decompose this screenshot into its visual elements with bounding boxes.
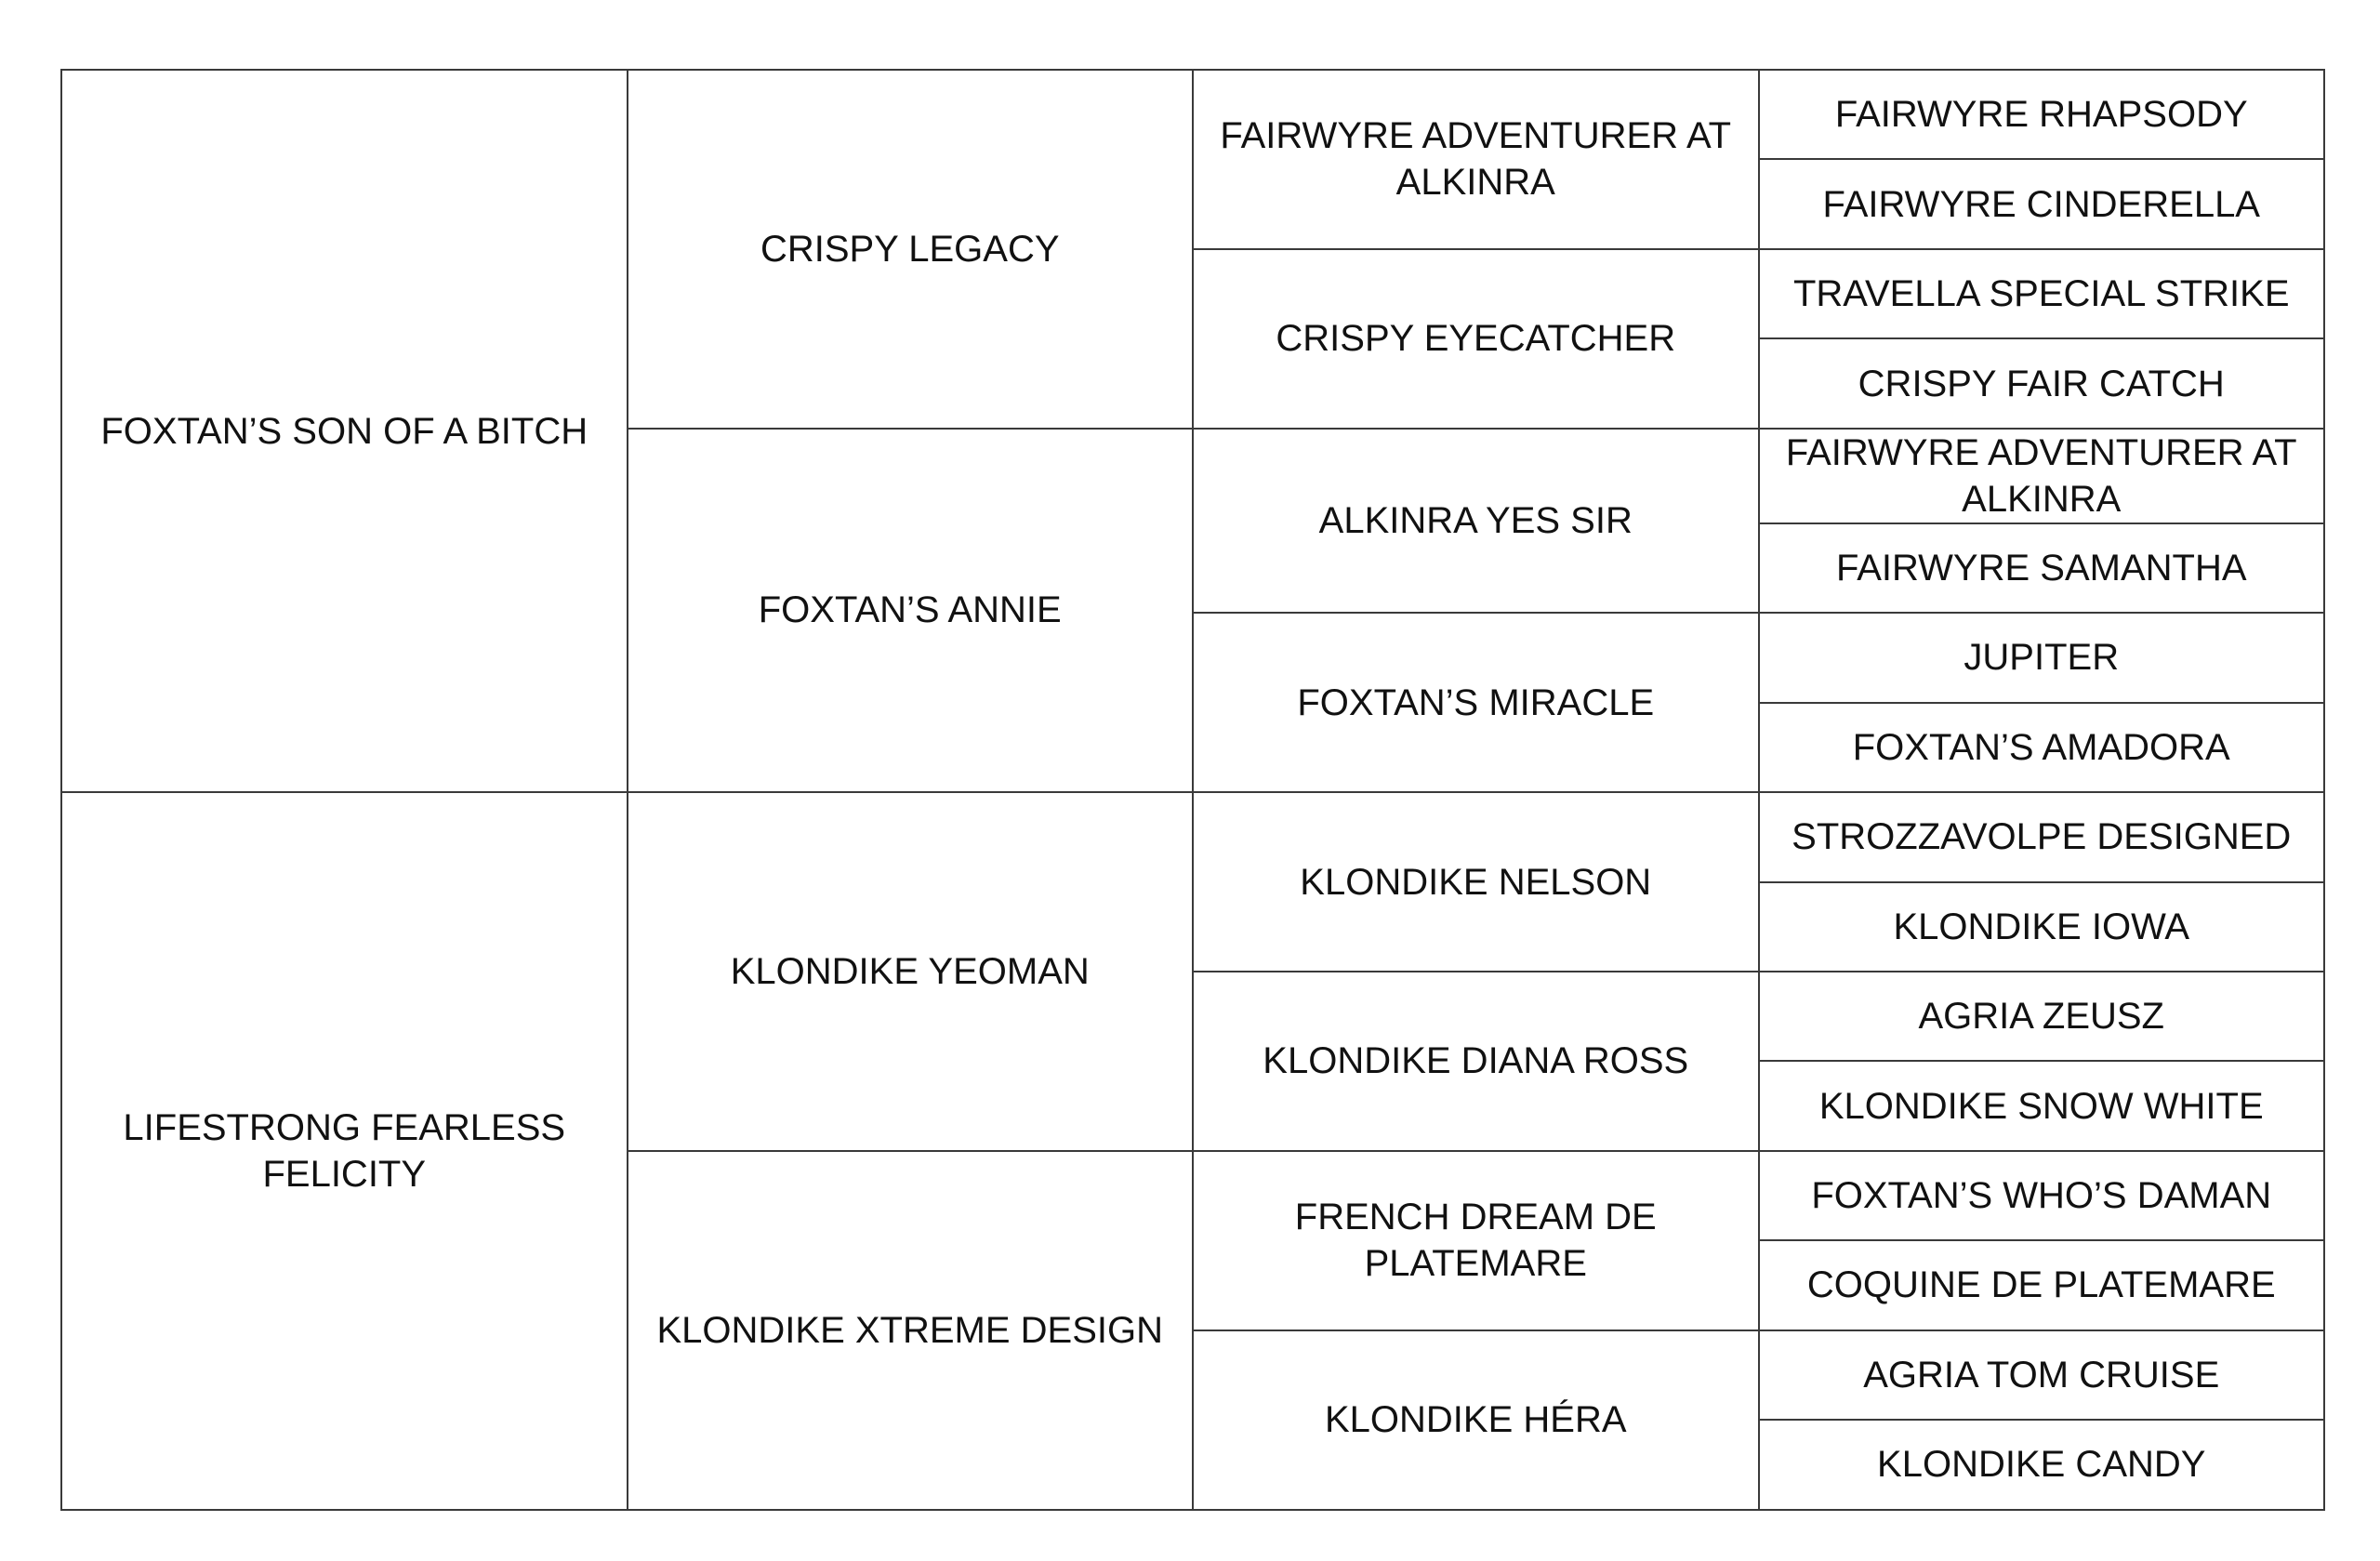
gen3-cell-3: ALKINRA YES SIR (1193, 429, 1759, 613)
gen3-cell-7: FRENCH DREAM DE PLATEMARE (1193, 1151, 1759, 1330)
gen3-cell-8: KLONDIKE HÉRA (1193, 1330, 1759, 1510)
gen4-cell-9: STROZZAVOLPE DESIGNED (1759, 792, 2325, 881)
gen4-cell-2: FAIRWYRE CINDERELLA (1759, 159, 2325, 248)
gen4-cell-1: FAIRWYRE RHAPSODY (1759, 70, 2325, 159)
dam-cell: LIFESTRONG FEARLESS FELICITY (61, 792, 628, 1510)
pedigree-table (60, 69, 2325, 1511)
gen3-cell-2: CRISPY EYECATCHER (1193, 249, 1759, 429)
sire-cell: FOXTAN’S SON OF A BITCH (61, 70, 628, 792)
pedigree-row (61, 792, 2324, 881)
pedigree-row (61, 70, 2324, 159)
gen3-cell-6: KLONDIKE DIANA ROSS (1193, 972, 1759, 1151)
gen4-cell-3: TRAVELLA SPECIAL STRIKE (1759, 249, 2325, 338)
sire-dam-cell: FOXTAN’S ANNIE (628, 429, 1194, 792)
gen4-cell-8: FOXTAN’S AMADORA (1759, 703, 2325, 792)
dam-dam-cell: KLONDIKE XTREME DESIGN (628, 1151, 1194, 1510)
gen4-cell-11: AGRIA ZEUSZ (1759, 972, 2325, 1061)
dam-sire-cell: KLONDIKE YEOMAN (628, 792, 1194, 1151)
gen4-cell-16: KLONDIKE CANDY (1759, 1420, 2325, 1509)
gen4-cell-6: FAIRWYRE SAMANTHA (1759, 523, 2325, 613)
gen4-cell-4: CRISPY FAIR CATCH (1759, 338, 2325, 428)
gen3-cell-1: FAIRWYRE ADVENTURER AT ALKINRA (1193, 70, 1759, 249)
gen3-cell-5: KLONDIKE NELSON (1193, 792, 1759, 972)
gen4-cell-5: FAIRWYRE ADVENTURER AT ALKINRA (1759, 429, 2325, 523)
gen3-cell-4: FOXTAN’S MIRACLE (1193, 613, 1759, 792)
gen4-cell-10: KLONDIKE IOWA (1759, 882, 2325, 972)
gen4-cell-13: FOXTAN’S WHO’S DAMAN (1759, 1151, 2325, 1240)
gen4-cell-7: JUPITER (1759, 613, 2325, 702)
gen4-cell-14: COQUINE DE PLATEMARE (1759, 1240, 2325, 1329)
gen4-cell-15: AGRIA TOM CRUISE (1759, 1330, 2325, 1420)
sire-sire-cell: CRISPY LEGACY (628, 70, 1194, 429)
gen4-cell-12: KLONDIKE SNOW WHITE (1759, 1061, 2325, 1150)
